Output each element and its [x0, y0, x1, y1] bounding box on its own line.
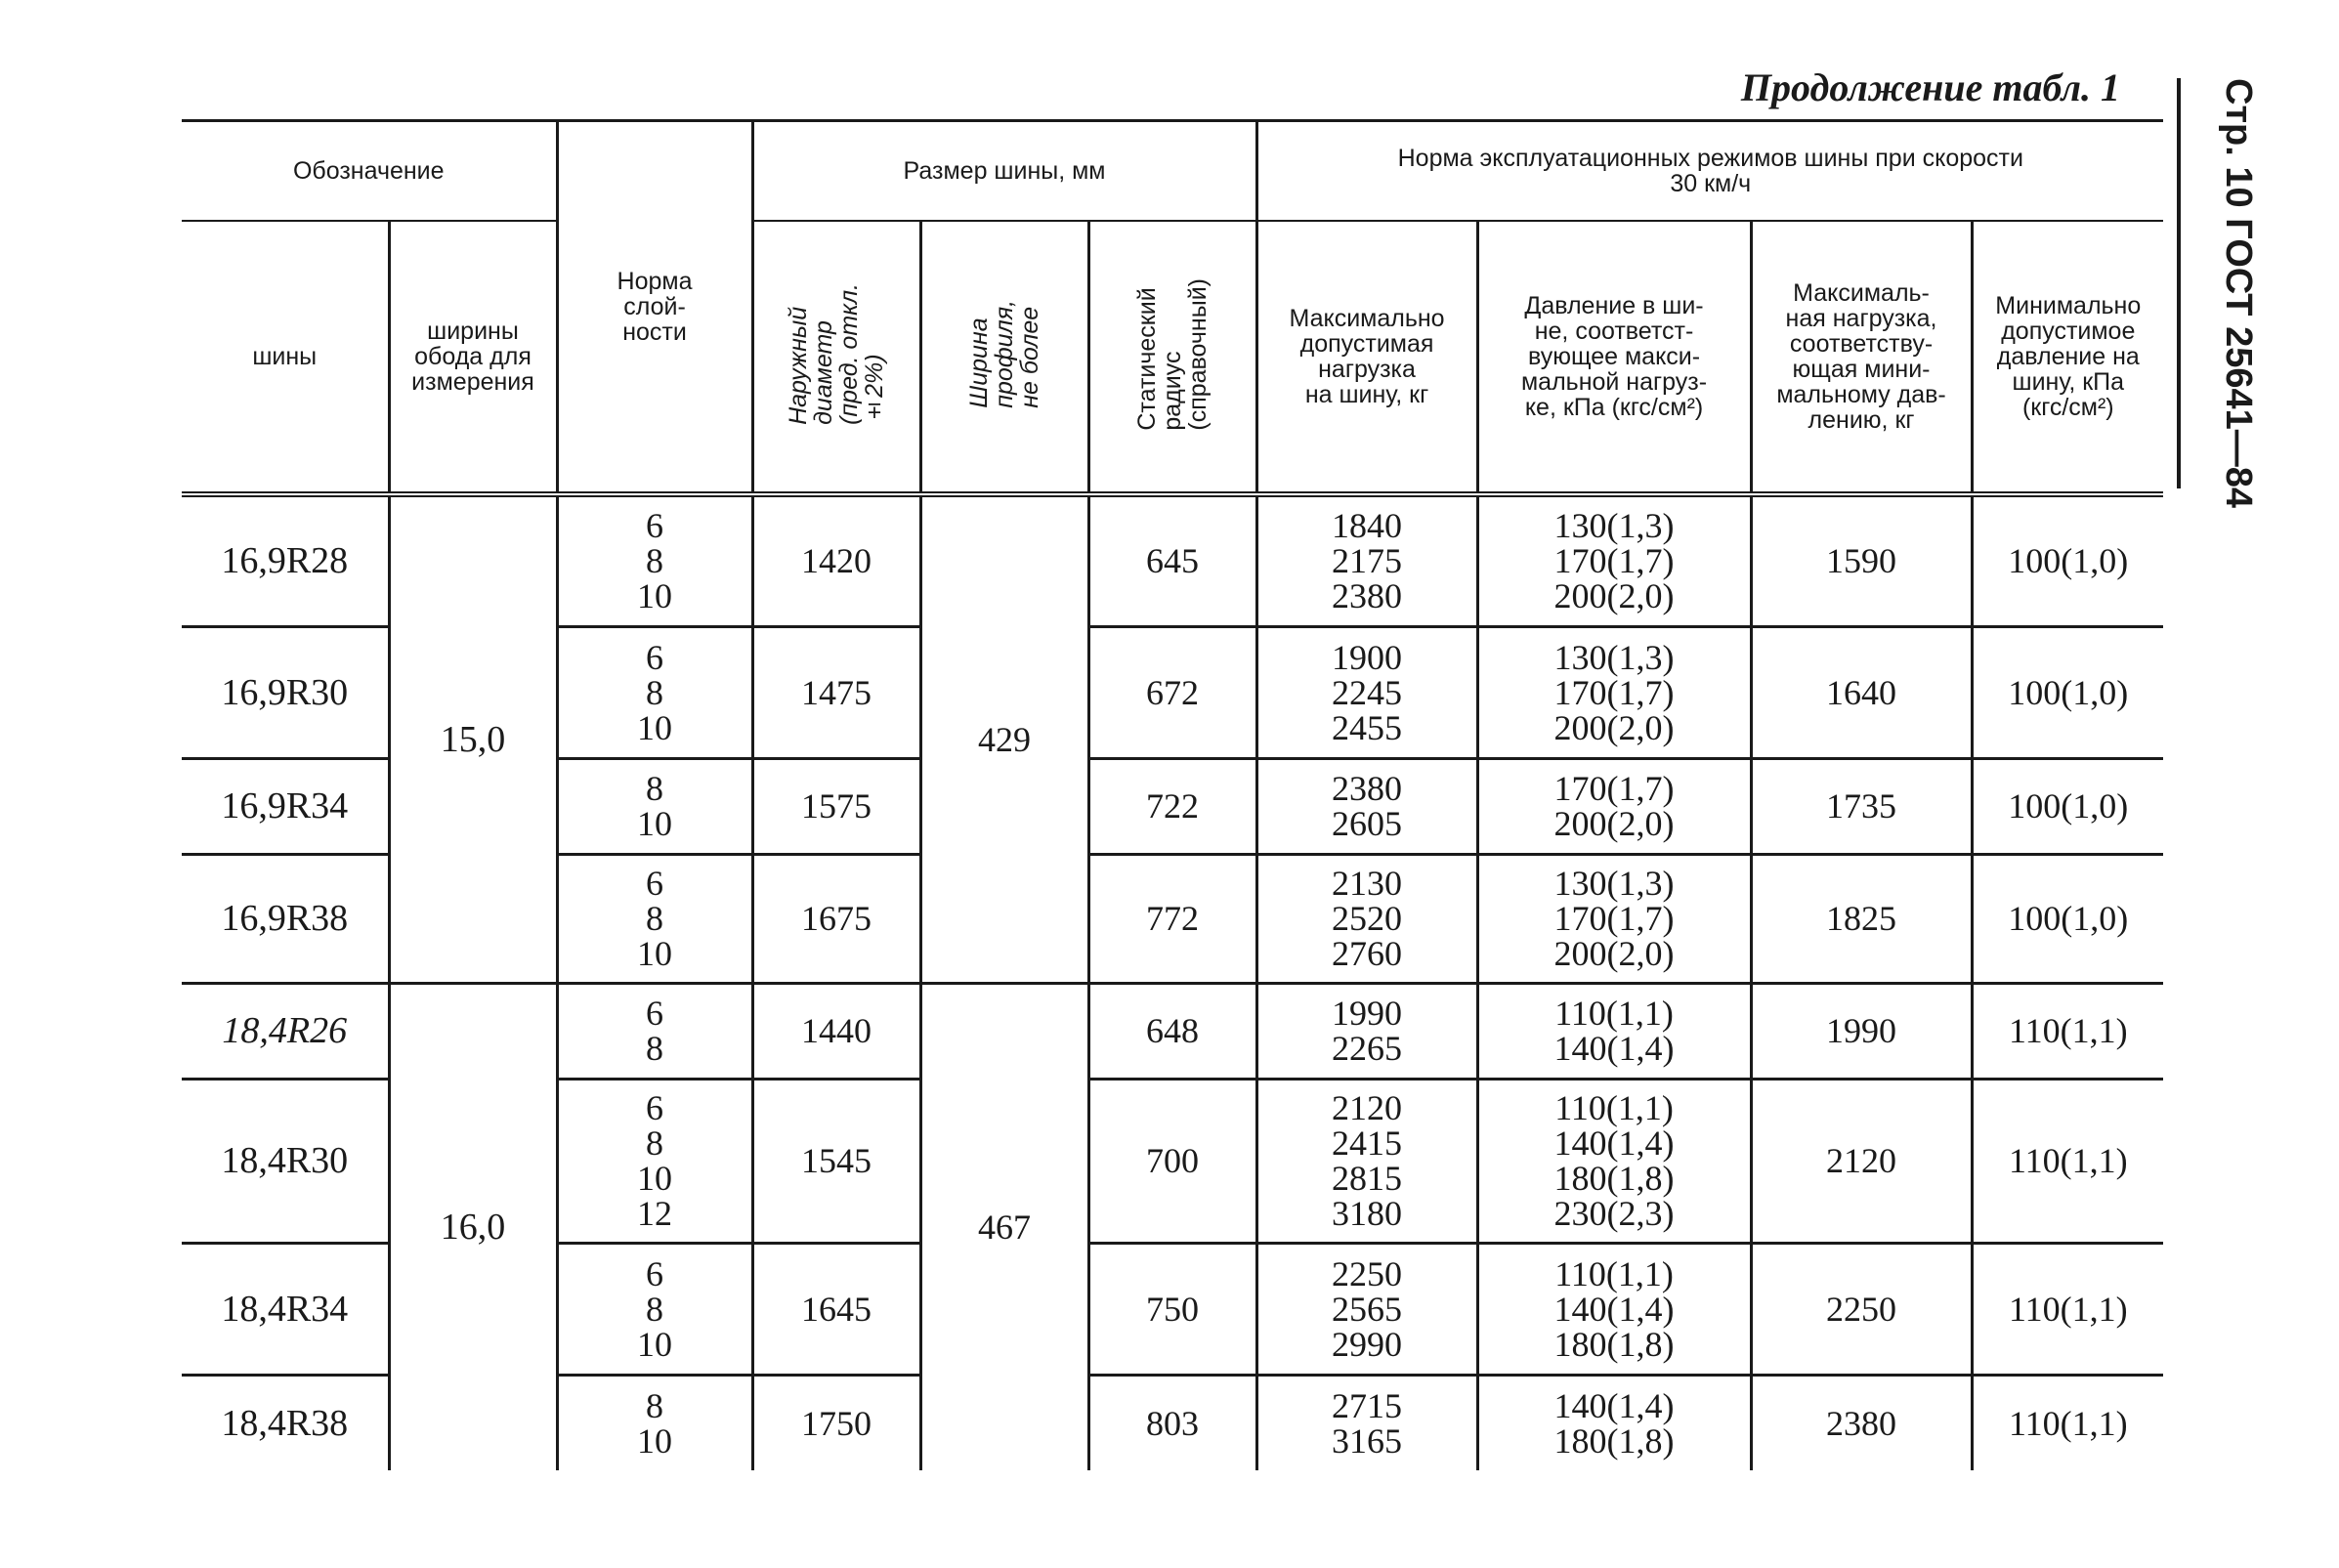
- header-max-load: Максимально допустимая нагрузка на шину, кг: [1256, 221, 1477, 494]
- load-at-min-pressure-value: 1735: [1751, 758, 1972, 854]
- load-at-min-pressure-value: 1825: [1751, 854, 1972, 983]
- ply-rating-values: 6 8 10: [557, 626, 752, 758]
- static-radius-value: 803: [1088, 1375, 1256, 1470]
- header-tire-size: Размер шины, мм: [752, 121, 1256, 222]
- load-at-min-pressure-value: 1990: [1751, 983, 1972, 1079]
- min-pressure-value: 100(1,0): [1972, 758, 2163, 854]
- pressure-values: 130(1,3) 170(1,7) 200(2,0): [1477, 494, 1751, 626]
- header-section-width: Ширина профиля, не более: [920, 221, 1088, 494]
- tire-designation: 18,4R26: [182, 983, 389, 1079]
- pressure-values: 110(1,1) 140(1,4) 180(1,8) 230(2,3): [1477, 1079, 1751, 1243]
- load-at-min-pressure-value: 1590: [1751, 494, 1972, 626]
- static-radius-value: 700: [1088, 1079, 1256, 1243]
- min-pressure-value: 110(1,1): [1972, 1375, 2163, 1470]
- static-radius-value: 722: [1088, 758, 1256, 854]
- header-min-pressure: Минимально допустимое давление на шину, кПа (кгс/см²): [1972, 221, 2163, 494]
- ply-rating-values: 6 8 10: [557, 854, 752, 983]
- outer-diameter-value: 1420: [752, 494, 920, 626]
- max-load-values: 1990 2265: [1256, 983, 1477, 1079]
- table-continuation-caption: Продолжение табл. 1: [1740, 65, 2120, 109]
- ply-rating-values: 6 8 10 12: [557, 1079, 752, 1243]
- tire-designation: 16,9R28: [182, 494, 389, 626]
- tire-designation: 16,9R34: [182, 758, 389, 854]
- load-at-min-pressure-value: 1640: [1751, 626, 1972, 758]
- load-at-min-pressure-value: 2380: [1751, 1375, 1972, 1470]
- ply-rating-values: 6 8: [557, 983, 752, 1079]
- max-load-values: 1840 2175 2380: [1256, 494, 1477, 626]
- header-static-radius: Статический радиус (справочный): [1088, 221, 1256, 494]
- tire-designation: 18,4R38: [182, 1375, 389, 1470]
- pressure-values: 170(1,7) 200(2,0): [1477, 758, 1751, 854]
- static-radius-value: 645: [1088, 494, 1256, 626]
- static-radius-value: 772: [1088, 854, 1256, 983]
- max-load-values: 2715 3165: [1256, 1375, 1477, 1470]
- header-rim-width: ширины обода для измерения: [389, 221, 557, 494]
- outer-diameter-value: 1675: [752, 854, 920, 983]
- header-operating-norms: Норма эксплуатационных режимов шины при скорости 30 км/ч: [1256, 121, 2163, 222]
- pressure-values: 130(1,3) 170(1,7) 200(2,0): [1477, 626, 1751, 758]
- max-load-values: 2120 2415 2815 3180: [1256, 1079, 1477, 1243]
- section-width-value: 429: [920, 494, 1088, 983]
- tire-designation: 18,4R30: [182, 1079, 389, 1243]
- header-ply-rating: Норма слой- ности: [557, 121, 752, 495]
- ply-rating-values: 8 10: [557, 758, 752, 854]
- pressure-values: 130(1,3) 170(1,7) 200(2,0): [1477, 854, 1751, 983]
- min-pressure-value: 100(1,0): [1972, 626, 2163, 758]
- rim-width-value: 16,0: [389, 983, 557, 1470]
- outer-diameter-value: 1440: [752, 983, 920, 1079]
- load-at-min-pressure-value: 2250: [1751, 1243, 1972, 1375]
- outer-diameter-value: 1475: [752, 626, 920, 758]
- ply-rating-values: 6 8 10: [557, 1243, 752, 1375]
- static-radius-value: 750: [1088, 1243, 1256, 1375]
- max-load-values: 2130 2520 2760: [1256, 854, 1477, 983]
- static-radius-value: 672: [1088, 626, 1256, 758]
- page-standard-label: Стр. 10 ГОСТ 25641—84: [2218, 78, 2259, 509]
- outer-diameter-value: 1750: [752, 1375, 920, 1470]
- header-tire: шины: [182, 221, 389, 494]
- header-pressure-at-max-load: Давление в ши- не, соответст- вующее макси- мальной нагруз- ке, кПа (кгс/см²): [1477, 221, 1751, 494]
- min-pressure-value: 110(1,1): [1972, 1079, 2163, 1243]
- outer-diameter-value: 1545: [752, 1079, 920, 1243]
- pressure-values: 110(1,1) 140(1,4): [1477, 983, 1751, 1079]
- rim-width-value: 15,0: [389, 494, 557, 983]
- min-pressure-value: 110(1,1): [1972, 1243, 2163, 1375]
- header-outer-diameter: Наружный диаметр (пред. откл. ±2%): [752, 221, 920, 494]
- table-row: [182, 983, 2163, 1079]
- static-radius-value: 648: [1088, 983, 1256, 1079]
- ply-rating-values: 6 8 10: [557, 494, 752, 626]
- tire-designation: 16,9R30: [182, 626, 389, 758]
- tire-designation: 18,4R34: [182, 1243, 389, 1375]
- load-at-min-pressure-value: 2120: [1751, 1079, 1972, 1243]
- max-load-values: 1900 2245 2455: [1256, 626, 1477, 758]
- max-load-values: 2250 2565 2990: [1256, 1243, 1477, 1375]
- pressure-values: 110(1,1) 140(1,4) 180(1,8): [1477, 1243, 1751, 1375]
- section-width-value: 467: [920, 983, 1088, 1470]
- header-designation: Обозначение: [182, 121, 557, 222]
- min-pressure-value: 110(1,1): [1972, 983, 2163, 1079]
- outer-diameter-value: 1645: [752, 1243, 920, 1375]
- ply-rating-values: 8 10: [557, 1375, 752, 1470]
- min-pressure-value: 100(1,0): [1972, 854, 2163, 983]
- max-load-values: 2380 2605: [1256, 758, 1477, 854]
- header-max-load-at-min-pressure: Максималь- ная нагрузка, соответству- ющая мини- мальному дав- лению, кг: [1751, 221, 1972, 494]
- pressure-values: 140(1,4) 180(1,8): [1477, 1375, 1751, 1470]
- min-pressure-value: 100(1,0): [1972, 494, 2163, 626]
- table-row: [182, 494, 2163, 626]
- tire-designation: 16,9R38: [182, 854, 389, 983]
- margin-rule: [2177, 78, 2181, 488]
- tire-specs-table: [182, 119, 2163, 1470]
- outer-diameter-value: 1575: [752, 758, 920, 854]
